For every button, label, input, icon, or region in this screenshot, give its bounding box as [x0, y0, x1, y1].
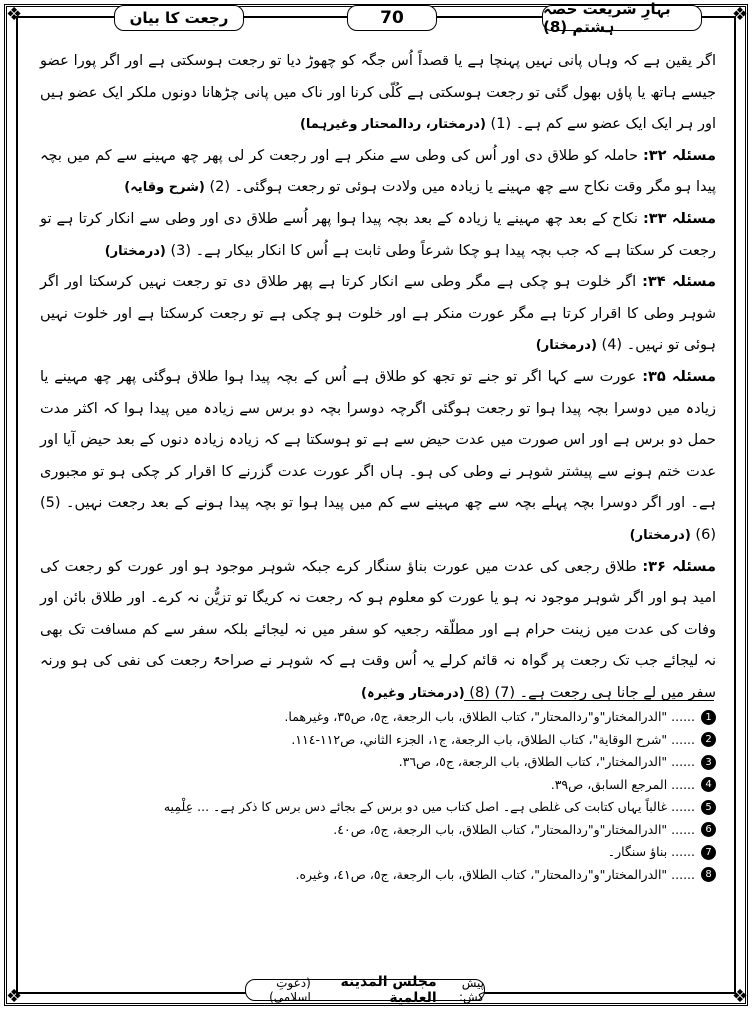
footnote-mark: (5) (6)	[40, 495, 716, 543]
paragraph	[40, 46, 716, 141]
corner-ornament-icon: ❖	[731, 986, 748, 1007]
paragraph	[40, 141, 716, 204]
footnote-number: 8	[701, 867, 716, 882]
footnote	[40, 819, 716, 842]
corner-ornament-icon: ❖	[6, 4, 23, 25]
footnote	[40, 751, 716, 774]
footnote	[40, 706, 716, 729]
page-header	[22, 0, 732, 36]
footnote-separator	[464, 700, 714, 701]
reference: (درمختار وغیرہ)	[361, 685, 465, 701]
footer-prefix: پیش کش:	[458, 976, 484, 1004]
footnotes	[40, 706, 716, 886]
reference: (درمختار، ردالمحتار وغیرہما)	[299, 117, 486, 133]
footnote-mark: (7) (8)	[469, 684, 516, 701]
footnote	[40, 729, 716, 752]
reference: (درمختار)	[535, 338, 597, 354]
paragraph	[40, 362, 716, 552]
paragraph-text: نکاح کے بعد چھ مہینے یا زیادہ کے بعد بچہ پیدا ہوا پھر اُسے طلاق دی اور وطی سے انکار کرتا ہے تو رجعت کر سکتا ہے کہ جب بچہ پیدا ہو چکا شرعاً وطی ثابت ہے اُس کا انکار بیکار ہے۔	[40, 210, 716, 259]
footnote-number: 2	[701, 732, 716, 747]
reference: (درمختار)	[104, 243, 166, 259]
footnote-number: 6	[701, 822, 716, 837]
paragraph-text: اگر خلوت ہو چکی ہے مگر وطی سے انکار کرتا ہے پھر طلاق دی تو رجعت نہیں کرسکتا اور اگر شوہر وطی کا اقرار کرتا ہے مگر عورت منکر ہے اور خلوت ہو چکی ہے تو رجعت کرسکتا ہے اور خلوت نہیں ہوئی تو نہیں۔	[40, 274, 716, 354]
footnote-number: 1	[701, 710, 716, 725]
footnote-mark: (1)	[490, 116, 512, 133]
publisher-org: (دعوتِ اسلامی)	[269, 976, 311, 1004]
paragraph	[40, 204, 716, 267]
masla-label: مسئلہ ۳۳:	[642, 210, 717, 227]
paragraph	[40, 552, 716, 710]
footnote-text: ...... "الدرالمختار"، كتاب الطلاق، باب الرجعة، ج٥، ص٣٦.	[398, 754, 695, 769]
chapter-title: رجعت کا بیان	[114, 5, 244, 31]
corner-ornament-icon: ❖	[731, 4, 748, 25]
publisher-name: مجلس المدينة العلمية	[340, 974, 437, 1006]
reference: (شرح وقایہ)	[124, 180, 205, 196]
page-number: 70	[347, 5, 437, 31]
footnote-mark: (3)	[170, 242, 192, 259]
footnote	[40, 841, 716, 864]
main-text	[40, 46, 717, 701]
footnote-text: ...... غالباً یہاں کتابت کی غلطی ہے۔ اصل کتاب میں دو برس کے بجائے دس برس کا ذکر ہے۔ ... عِلْمِیه	[163, 799, 695, 814]
footnote-text: ...... بناؤ سنگار۔	[607, 844, 695, 859]
paragraph-text: اگر یقین ہے کہ وہاں پانی نہیں پہنچا ہے یا قصداً اُس جگہ کو چھوڑ دیا تو رجعت ہوسکتی ہے اور اگر پورا عضو جیسے ہاتھ یا پاؤں بھول گئی تو رجعت ہوسکتی ہے کُلّی کرنا اور ناک میں پانی چڑھانا دونوں ملکر ایک عضو ہیں اور ہر ایک ایک عضو سے کم ہے۔	[40, 53, 716, 133]
footnote	[40, 774, 716, 797]
paragraph	[40, 267, 716, 362]
footnote-number: 5	[701, 800, 716, 815]
masla-label: مسئلہ ۳۶:	[642, 558, 717, 575]
footnote	[40, 796, 716, 819]
footnote-text: ...... "الدرالمختار"و"ردالمحتار"، كتاب الطلاق، باب الرجعة، ج٥، ص٤٠.	[333, 821, 695, 837]
footnote-number: 4	[701, 777, 716, 792]
footnote-number: 7	[701, 845, 716, 860]
footnote-text: ...... "الدرالمختار"و"ردالمحتار"، كتاب الطلاق، باب الرجعة، ج٥، ص٤١، وغيره.	[295, 866, 695, 882]
book-title: بہارِ شریعت حصہ ہشتم (8)	[542, 5, 702, 31]
corner-ornament-icon: ❖	[6, 986, 23, 1007]
footnote-mark: (4)	[601, 337, 623, 354]
paragraph-text: طلاق رجعی کی عدت میں عورت بناؤ سنگار کرے جبکہ شوہر موجود ہو اور عورت کو رجعت کی امید ہو اور اگر شوہر موجود نہ ہو یا عورت کو معلوم ہو کہ رجعت نہ کریگا تو تزیُّن نہ کرے۔ اور طلاق بائن اور وفات کی عدت میں زینت حرام ہے اور مطلّقہ رجعیہ کو سفر میں نہ لیجائے بلکہ سفر سے کم مسافت تک بھی نہ لیجائے جب تک رجعت پر گواہ نہ قائم کرلے یہ اُس وقت ہے کہ شوہر نے صراحۃً رجعت کی نفی کی ہو ورنہ سفر میں لے جانا ہی رجعت ہے۔	[40, 558, 716, 701]
masla-label: مسئلہ ۳۴:	[642, 274, 717, 291]
footnote-text: ...... "شرح الوقاية"، كتاب الطلاق، باب الرجعة، ج١، الجزء الثاني، ص١١٢-١١٤.	[291, 731, 695, 747]
paragraph-text: حاملہ کو طلاق دی اور اُس کی وطی سے منکر ہے اور رجعت کر لی پھر چھ مہینے سے کم میں بچہ پیدا ہو مگر وقت نکاح سے چھ مہینے یا زیادہ میں ولادت ہوئی تو رجعت ہوگئی۔	[40, 147, 716, 196]
masla-label: مسئلہ ۳۵:	[642, 368, 716, 385]
footnote-number: 3	[701, 755, 716, 770]
page-footer	[245, 974, 485, 1006]
footnote-text: ...... المرجع السابق، ص٣٩.	[550, 776, 695, 792]
masla-label: مسئلہ ۳۲:	[642, 147, 717, 164]
footnote-text: ...... "الدرالمختار"و"ردالمحتار"، كتاب الطلاق، باب الرجعة، ج٥، ص٣٥، وغيرهما.	[284, 709, 695, 724]
footnote-mark: (2)	[209, 179, 231, 196]
paragraph-text: عورت سے کہا اگر تو جنے تو تجھ کو طلاق ہے اُس کے بچہ پیدا ہوا طلاق ہوگئی پھر چھ مہینے یا زیادہ میں دوسرا بچہ پیدا ہوا تو رجعت ہوگئی اگرچہ دوسرا بچہ دو برس سے زیادہ میں پیدا ہوا کہ اکثر مدت حمل دو برس ہے اور اس صورت میں عدت حیض سے ہے تو ہوسکتا ہے کہ زیادہ زیادہ دنوں کے بعد حیض آیا اور عدت ختم ہونے سے پیشتر شوہر نے وطی کی ہو۔ ہاں اگر عورت عدت گزرنے کا اقرار کر چکی ہو تو مجبوری ہے۔ اور اگر دوسرا بچہ پہلے بچہ سے چھ مہینے سے کم میں پیدا ہوا تو بچہ پیدا ہونے کے بعد رجعت نہیں۔	[40, 368, 717, 512]
footnote	[40, 864, 716, 887]
reference: (درمختار)	[629, 527, 691, 543]
